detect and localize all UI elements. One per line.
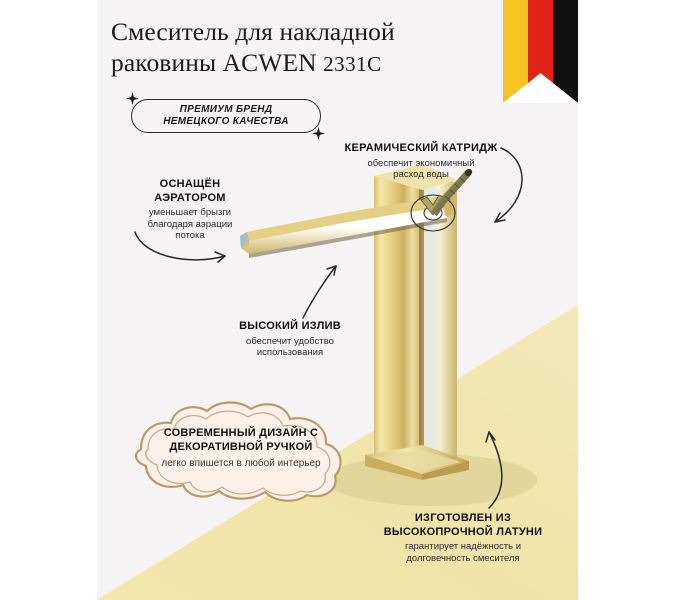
premium-badge [131,99,321,133]
callout-heading: ВЫСОКИЙ ИЗЛИВ [239,320,341,332]
callout-sub-line-2: долговечность смесителя [406,552,520,564]
callout-ceramic-cartridge [330,142,512,181]
callout-sub-line-1: обеспечит экономичный [367,157,475,169]
callout-head-line-2: ВЫСОКОПРОЧНОЙ ЛАТУНИ [383,525,543,538]
cartouche-text [115,426,367,470]
callout-subtext [330,158,512,181]
callout-subtext [207,336,373,359]
callout-head-line-1: ИЗГОТОВЛЕН ИЗ [414,512,512,524]
callout-sub-line-1: уменьшает брызги [148,207,232,218]
callout-sub-line-2: расход воды [393,169,449,180]
badge-text [131,99,321,133]
cartouche-subtext: легко впишется в любой интерьер [161,458,321,469]
callout-aerator [115,178,265,242]
german-flag-ribbon [503,0,578,103]
callout-sub-line-1: гарантирует надёжность и [404,541,522,552]
callout-head-line-2: АЭРАТОРОМ [154,191,226,204]
callout-sub-line-3: потока [175,230,205,241]
title-line-2: раковины ACWEN [111,48,317,77]
cartouche-head-line-2: ДЕКОРАТИВНОЙ РУЧКОЙ [169,441,313,453]
callout-high-spout [207,320,373,359]
callout-heading: КЕРАМИЧЕСКИЙ КАТРИДЖ [344,142,498,154]
callout-sub-line-2: использования [256,347,324,358]
design-cartouche [115,396,367,502]
badge-line-1: ПРЕМИУМ БРЕНД [179,103,273,115]
badge-line-2: НЕМЕЦКОГО КАЧЕСТВА [163,116,289,127]
title-line-1: Смеситель для накладной [111,17,395,46]
callout-sub-line-2: благодаря аэрации [147,218,233,230]
product-model: 2331C [323,52,382,76]
callout-subtext [115,207,265,242]
callout-brass-material [365,512,561,564]
page-title [111,16,491,80]
cartouche-head-line-1: СОВРЕМЕННЫЙ ДИЗАЙН С [163,427,319,439]
callout-subtext [365,541,561,564]
callout-head-line-1: ОСНАЩЁН [159,178,221,190]
content-panel [97,0,578,600]
callout-heading [115,178,265,205]
callout-sub-line-1: обеспечит удобство [246,335,334,347]
callout-heading [365,512,561,539]
cartouche-heading [115,426,367,454]
